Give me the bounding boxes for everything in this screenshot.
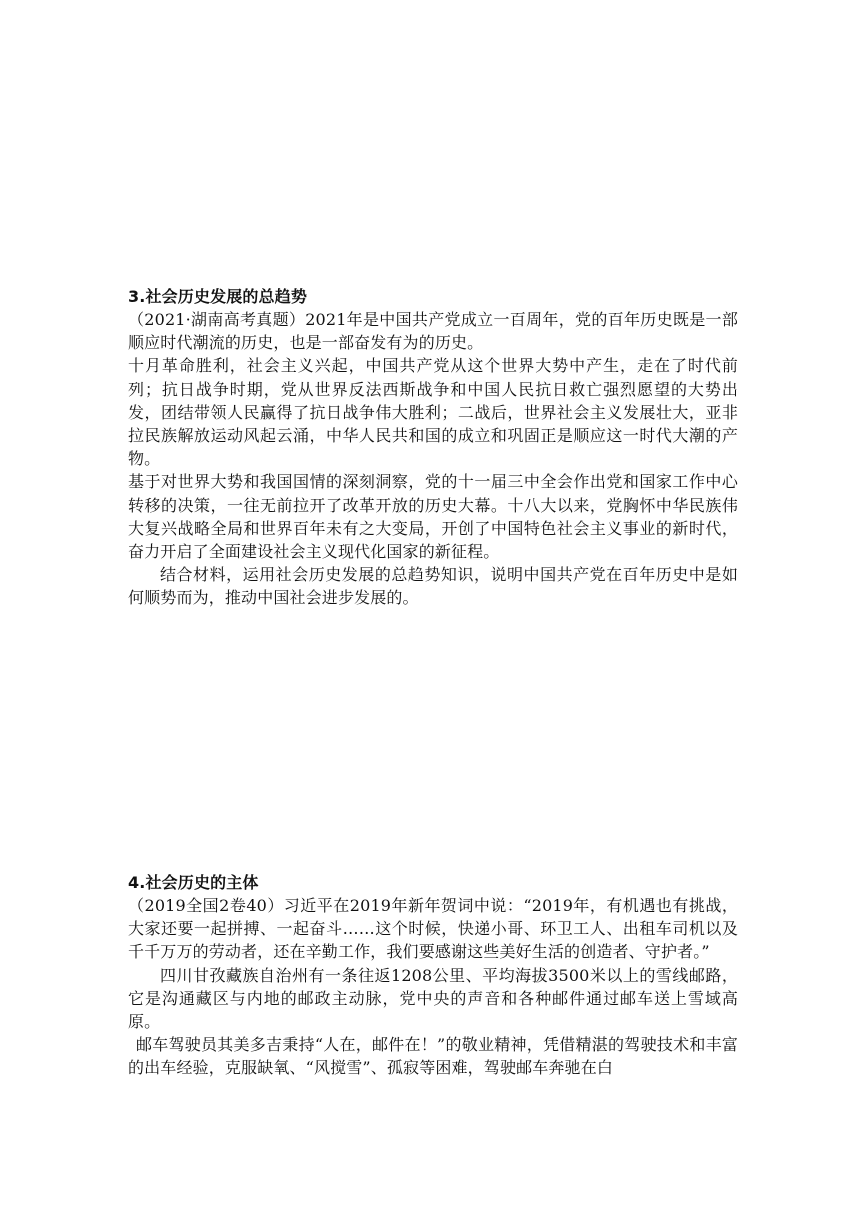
- section-heading: 3.社会历史发展的总趋势: [128, 287, 308, 306]
- section-heading: 4.社会历史的主体: [128, 873, 259, 892]
- material-intro-paragraph: （2019全国2卷40）习近平在2019年新年贺词中说：“2019年，有机遇也有挑战，大家还要一起拼搏、一起奋斗……这个时候，快递小哥、环卫工人、出租车司机以及千千万万的劳动者，还在辛勤工作，我们要感谢这些美好生活的创造者、守护者。”: [128, 896, 738, 962]
- question-paragraph: 结合材料，运用社会历史发展的总趋势知识，说明中国共产党在百年历史中是如何顺势而为，推动中国社会进步发展的。: [128, 565, 738, 608]
- material-paragraph: 邮车驾驶员其美多吉秉持“人在，邮件在！”的敬业精神，凭借精湛的驾驶技术和丰富的出车经验，克服缺氧、“风搅雪”、孤寂等困难，驾驶邮车奔驰在白: [128, 1035, 738, 1078]
- material-paragraph: 基于对世界大势和我国国情的深刻洞察，党的十一届三中全会作出党和国家工作中心转移的决策，一往无前拉开了改革开放的历史大幕。十八大以来，党胸怀中华民族伟大复兴战略全局和世界百年未有之大变局，开创了中国特色社会主义事业的新时代，奋力开启了全面建设社会主义现代化国家的新征程。: [128, 472, 738, 562]
- material-intro-paragraph: （2021·湖南高考真题）2021年是中国共产党成立一百周年，党的百年历史既是一部顺应时代潮流的历史，也是一部奋发有为的历史。: [128, 310, 738, 353]
- section-social-history-trend: [128, 286, 738, 610]
- section-social-history-subject: [128, 872, 738, 1080]
- material-paragraph: 十月革命胜利，社会主义兴起，中国共产党从这个世界大势中产生，走在了时代前列；抗日战争时期，党从世界反法西斯战争和中国人民抗日救亡强烈愿望的大势出发，团结带领人民赢得了抗日战争伟大胜利；二战后，世界社会主义发展壮大，亚非拉民族解放运动风起云涌，中华人民共和国的成立和巩固正是顺应这一时代大潮的产物。: [128, 356, 738, 469]
- material-paragraph: 四川甘孜藏族自治州有一条往返1208公里、平均海拔3500米以上的雪线邮路，它是沟通藏区与内地的邮政主动脉，党中央的声音和各种邮件通过邮车送上雪域高原。: [128, 965, 738, 1032]
